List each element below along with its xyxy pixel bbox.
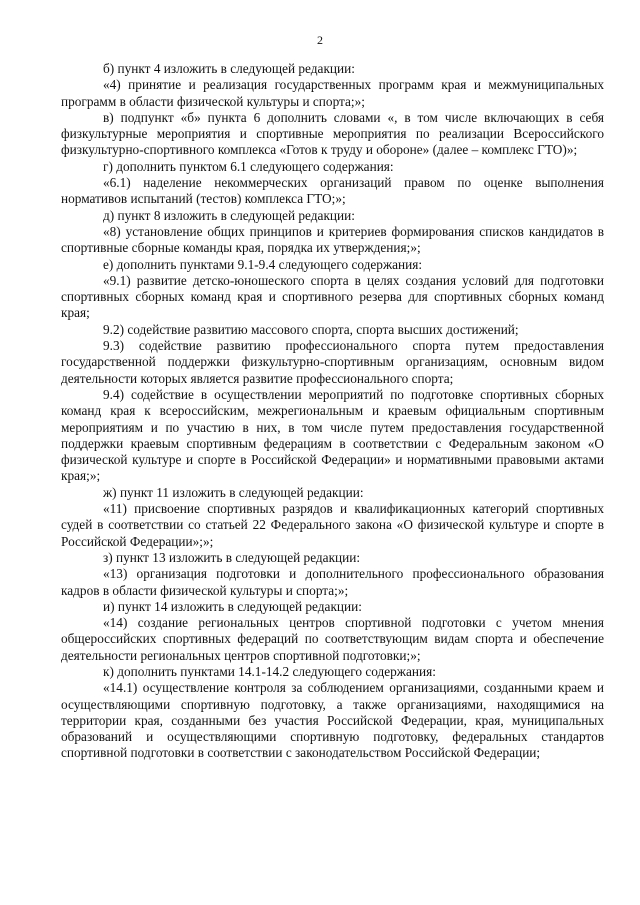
paragraph: ж) пункт 11 изложить в следующей редакции: [103,484,364,500]
paragraph: «14.1) осуществление контроля за соблюдением организациями, созданными краем и осуществляющими спортивную подготовку, а также организациями, находящимися на территории края, созданными без участия Российской Федерации, края, муниципальных образований и осуществляющими спортивную подготовку, федеральных стандартов спортивной подготовки в соответствии с законодательством Российской Федерации; [61,680,604,761]
paragraph: в) подпункт «б» пункта 6 дополнить словами «, в том числе включающих в себя физкультурные мероприятия и спортивные мероприятия по реализации Всероссийского физкультурно-спортивного комплекса «Готов к труду и обороне» (далее – комплекс ГТО)»; [61,109,604,158]
paragraph: 9.3) содействие развитию профессионального спорта путем предоставления государственной поддержки физкультурно-спортивным организациям, основным видом деятельности которых является развитие профессионального спорта; [61,338,604,386]
paragraph: д) пункт 8 изложить в следующей редакции: [103,207,355,223]
paragraph: з) пункт 13 изложить в следующей редакции: [103,549,361,565]
paragraph: 9.2) содействие развитию массового спорта, спорта высших достижений; [103,321,519,337]
paragraph: г) дополнить пунктом 6.1 следующего содержания: [103,158,394,174]
paragraph: «14) создание региональных центров спортивной подготовки с учетом мнения общероссийских спортивных федераций по соответствующим видам спорта и обеспечение деятельности региональных центров спортивной подготовки;»; [61,615,604,663]
paragraph: «8) установление общих принципов и критериев формирования списков кандидатов в спортивные сборные команды края, порядка их утверждения;»; [61,223,604,256]
paragraph: 9.4) содействие в осуществлении мероприятий по подготовке спортивных сборных команд края к всероссийским, межрегиональным и краевым официальным спортивным мероприятиям и по участию в них, в том числе путем предоставления государственной поддержки краевым спортивным федерациям в соответствии с Федеральным законом «О физической культуре и спорте в Российской Федерации» и нормативными правовыми актами края;»; [61,386,604,484]
paragraph: «4) принятие и реализация государственных программ края и межмуниципальных программ в области физической культуры и спорта;»; [61,77,604,109]
paragraph: и) пункт 14 изложить в следующей редакции: [103,598,362,614]
paragraph: «11) присвоение спортивных разрядов и квалификационных категорий спортивных судей в соответствии со статьей 22 Федерального закона «О физической культуре и спорте в Российской Федерации»;»; [61,501,604,549]
paragraph: «13) организация подготовки и дополнительного профессионального образования кадров в области физической культуры и спорта;»; [61,566,604,598]
document-body [61,61,604,762]
page-number: 2 [317,33,323,47]
paragraph: «6.1) наделение некоммерческих организаций правом по оценке выполнения нормативов испытаний (тестов) комплекса ГТО;»; [61,175,604,207]
paragraph: б) пункт 4 изложить в следующей редакции: [103,61,355,76]
paragraph: к) дополнить пунктами 14.1-14.2 следующего содержания: [103,663,436,679]
paragraph: е) дополнить пунктами 9.1-9.4 следующего содержания: [103,256,423,272]
paragraph: «9.1) развитие детско-юношеского спорта в целях создания условий для подготовки спортивных сборных команд края и спортивного резерва для спортивных сборных команд края; [61,272,604,321]
